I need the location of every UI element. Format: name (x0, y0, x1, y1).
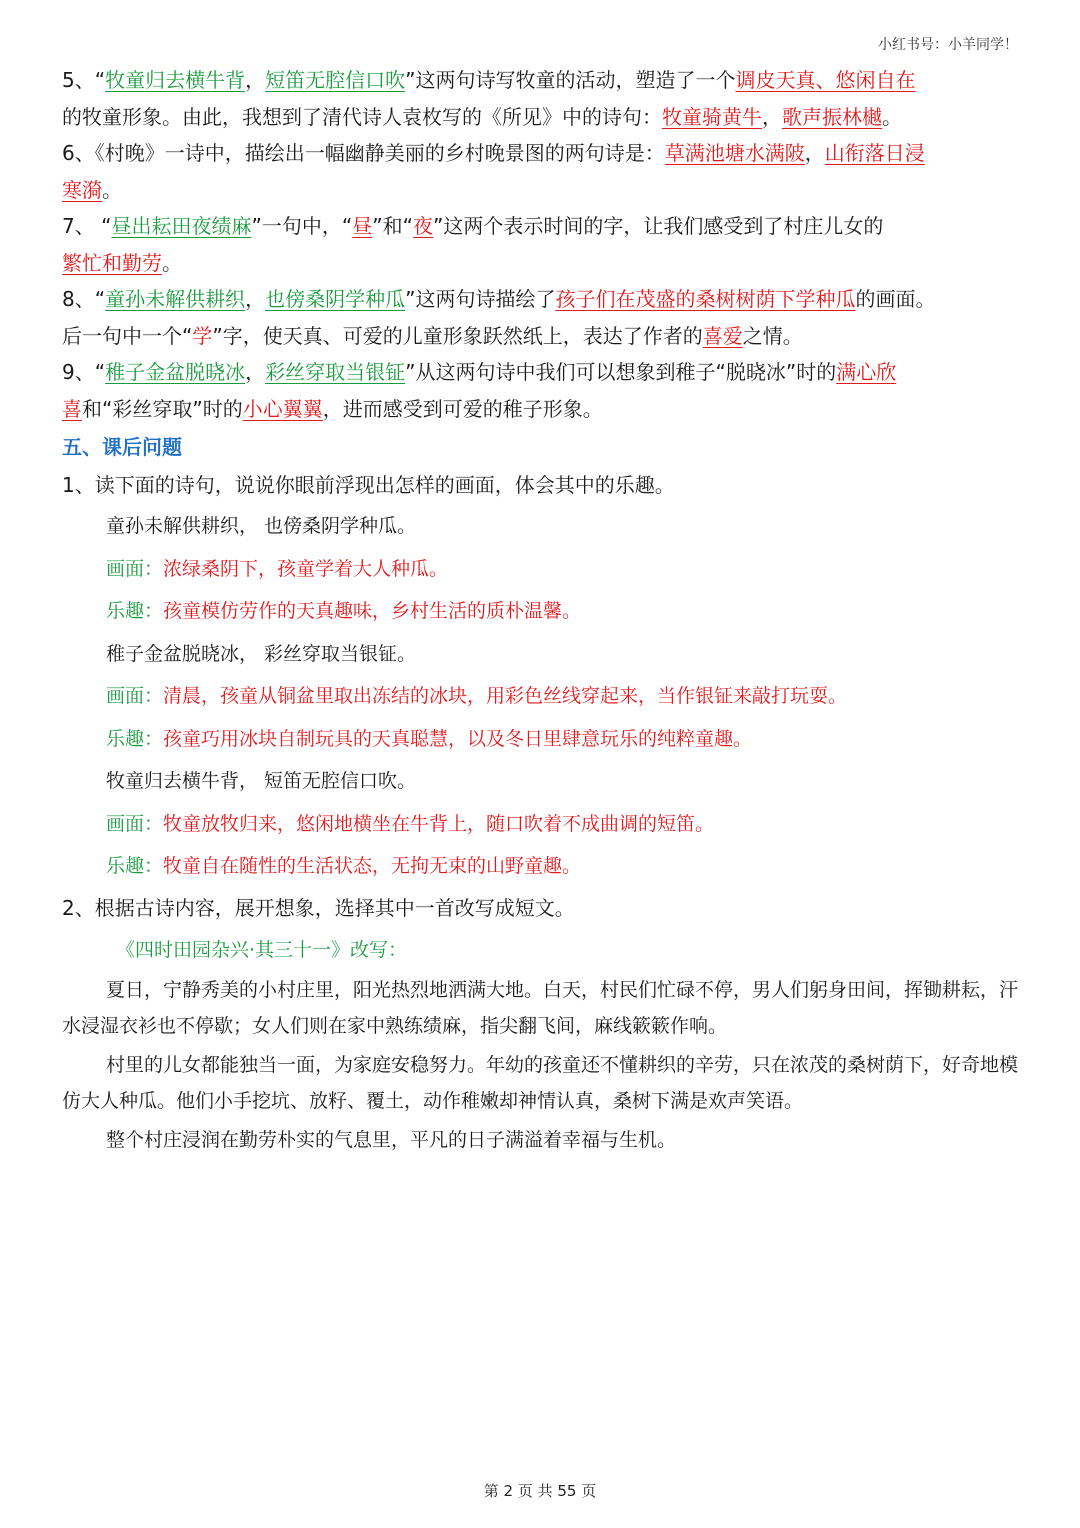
fun-answer (62, 845, 1022, 888)
scene-answer (62, 548, 1022, 591)
item-7-line-2: 繁忙和勤劳。 (62, 250, 182, 275)
fun-answer (62, 718, 1022, 761)
item-text: ，进而感受到可爱的稚子形象。 (322, 396, 603, 421)
poem-quote: 也傍桑阴学种瓜 (265, 287, 406, 311)
fun-label: 乐趣： (106, 727, 164, 750)
scene-text: 浓绿桑阴下，孩童学着大人种瓜。 (163, 557, 449, 580)
item-5-line-2: 的牧童形象。由此，我想到了清代诗人袁枚写的《所见》中的诗句：牧童骑黄牛，歌声振林樾。 (62, 104, 902, 129)
item-8-line-2: 后一句中一个“学”字，使天真、可爱的儿童形象跃然纸上，表达了作者的喜爱之情。 (62, 323, 803, 348)
answer-text: 喜爱 (702, 323, 743, 348)
header-account-note: 小红书号：小羊同学！ (878, 37, 1018, 53)
item-text: 这两个表示时间的字，让我们感受到了村庄儿女的 (443, 214, 884, 238)
poem-quote: 彩丝穿取当银钲 (265, 360, 406, 384)
item-text: 从这两句诗中我们可以想象到稚子“脱晓冰”时的 (415, 360, 837, 384)
item-text: 和“彩丝穿取”时的 (82, 396, 243, 421)
answer-text: 歌声振林樾 (782, 104, 882, 129)
item-7-line-1: 7、 “昼出耘田夜绩麻”一句中，“昼”和“夜”这两个表示时间的字，让我们感受到了村庄儿女的 (62, 214, 884, 238)
scene-label: 画面： (106, 557, 164, 580)
answer-text: 学 (192, 323, 213, 348)
poem-quote: 昼出耘田夜绩麻 (111, 214, 252, 238)
answer-text: 牧童骑黄牛 (662, 104, 762, 129)
poem-line: 童孙未解供耕织， 也傍桑阴学种瓜。 (106, 515, 417, 537)
fun-text: 孩童巧用冰块自制玩具的天真聪慧，以及冬日里肆意玩乐的纯粹童趣。 (163, 727, 753, 750)
item-number: 8、 (62, 287, 95, 311)
essay-paragraph: 整个村庄浸润在勤劳朴实的气息里，平凡的日子满溢着幸福与生机。 (106, 1128, 677, 1151)
essay-title: 《四时田园杂兴·其三十一》改写： (116, 938, 408, 961)
item-text: 这两句诗描绘了 (415, 287, 556, 311)
item-number: 5、 (62, 68, 95, 92)
open-quote: “ (94, 68, 106, 92)
item-text: 这两句诗写牧童的活动，塑造了一个 (415, 68, 736, 92)
item-text: 之情。 (742, 323, 803, 348)
scene-answer (62, 803, 1022, 846)
answer-text: 调皮天真、悠闲自在 (735, 68, 916, 92)
fun-answer (62, 590, 1022, 633)
fun-text: 孩童模仿劳作的天真趣味，乡村生活的质朴温馨。 (163, 600, 582, 622)
answer-text: 繁忙和勤劳 (62, 250, 162, 275)
scene-text: 牧童放牧归来，悠闲地横坐在牛背上，随口吹着不成曲调的短笛。 (163, 812, 715, 835)
item-text: 字，使天真、可爱的儿童形象跃然纸上，表达了作者的 (222, 323, 703, 348)
answer-text: 满心欣 (836, 360, 897, 384)
item-text: 后一句中一个 (62, 323, 182, 348)
poem-line: 牧童归去横牛背， 短笛无腔信口吹。 (106, 770, 417, 792)
answer-text: 喜 (62, 396, 82, 421)
item-8-line-1: 8、“童孙未解供耕织，也傍桑阴学种瓜”这两句诗描绘了孩子们在茂盛的桑树树荫下学种瓜的画面。 (62, 287, 936, 311)
item-number: 6、 (62, 141, 95, 165)
page-content (62, 62, 1022, 1158)
item-text: 的牧童形象。由此，我想到了清代诗人袁枚写的《所见》中的诗句： (62, 104, 662, 129)
item-5-line-1: 5、“牧童归去横牛背，短笛无腔信口吹”这两句诗写牧童的活动，塑造了一个调皮天真、悠闲自在 (62, 68, 916, 92)
poem-quote: 短笛无腔信口吹 (265, 68, 406, 92)
item-text: 一句中， (261, 214, 342, 238)
scene-label: 画面： (106, 812, 164, 835)
answer-text: 昼 (352, 214, 373, 238)
item-number: 9、 (62, 360, 95, 384)
essay-paragraph: 村里的儿女都能独当一面，为家庭安稳努力。年幼的孩童还不懂耕织的辛劳，只在浓茂的桑树荫下，好奇地模仿大人种瓜。他们小手挖坑、放籽、覆土，动作稚嫩却神情认真，桑树下满是欢声笑语。 (62, 1053, 1019, 1112)
item-6-line-2: 寒漪。 (62, 177, 122, 202)
scene-text: 清晨，孩童从铜盆里取出冻结的冰块，用彩色丝线穿起来，当作银钲来敲打玩耍。 (163, 685, 848, 707)
poem-quote: 稚子金盆脱晓冰 (105, 360, 246, 384)
item-number: 7、 (62, 214, 95, 238)
page-footer: 第 2 页 共 55 页 (483, 1482, 597, 1500)
section-heading: 五、课后问题 (62, 435, 182, 459)
poem-line: 稚子金盆脱晓冰， 彩丝穿取当银钲。 (106, 642, 417, 665)
question-1-prompt: 1、读下面的诗句，说说你眼前浮现出怎样的画面，体会其中的乐趣。 (62, 473, 675, 497)
answer-text: 小心翼翼 (242, 396, 323, 421)
answer-text: 寒漪 (62, 177, 102, 202)
question-2-prompt: 2、根据古诗内容，展开想象，选择其中一首改写成短文。 (62, 895, 575, 920)
item-text: 的画面。 (855, 287, 936, 311)
answer-text: 孩子们在茂盛的桑树树荫下学种瓜 (555, 287, 856, 311)
item-6-line-1: 6、《村晚》一诗中，描绘出一幅幽静美丽的乡村晚景图的两句诗是：草满池塘水满陂，山衔落日浸 (62, 141, 925, 165)
essay-paragraph: 夏日，宁静秀美的小村庄里，阳光热烈地洒满大地。白天，村民们忙碌不停，男人们躬身田间，挥锄耕耘，汗水浸湿衣衫也不停歇；女人们则在家中熟练绩麻，指尖翻飞间，麻线簌簌作响。 (62, 978, 1019, 1037)
scene-answer (62, 675, 1022, 718)
item-text: 《村晚》一诗中，描绘出一幅幽静美丽的乡村晚景图的两句诗是： (94, 141, 665, 165)
scene-label: 画面： (106, 685, 164, 707)
answer-text: 山衔落日浸 (824, 141, 925, 165)
poem-quote: 牧童归去横牛背 (105, 68, 246, 92)
fun-label: 乐趣： (106, 600, 164, 622)
fun-text: 牧童自在随性的生活状态，无拘无束的山野童趣。 (163, 855, 582, 877)
answer-text: 夜 (412, 214, 433, 238)
item-text: 和 (382, 214, 403, 238)
answer-text: 草满池塘水满陂 (664, 141, 805, 165)
item-9-line-1: 9、“稚子金盆脱晓冰，彩丝穿取当银钲”从这两句诗中我们可以想象到稚子“脱晓冰”时的满心欣 (62, 360, 897, 384)
item-9-line-2 (62, 391, 1022, 428)
poem-quote: 童孙未解供耕织 (105, 287, 246, 311)
fun-label: 乐趣： (106, 855, 164, 877)
